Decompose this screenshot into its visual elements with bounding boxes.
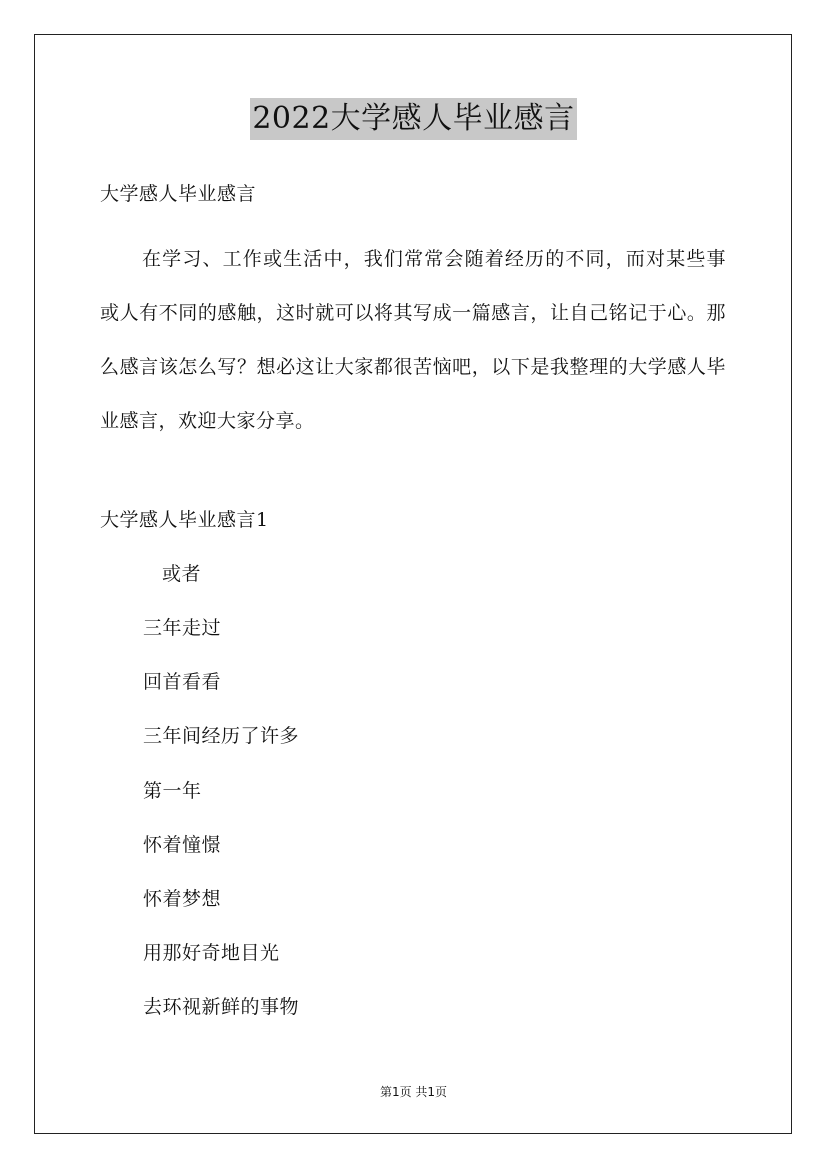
poem-line: 用那好奇地目光 <box>143 942 280 964</box>
poem-line: 怀着梦想 <box>143 888 222 910</box>
document-subtitle: 大学感人毕业感言 <box>100 183 257 205</box>
poem-line: 第一年 <box>143 780 202 802</box>
poem-line: 怀着憧憬 <box>143 834 222 856</box>
section-heading: 大学感人毕业感言1 <box>100 509 269 531</box>
poem-line: 或者 <box>162 563 202 585</box>
document-title: 2022大学感人毕业感言 <box>250 98 576 140</box>
poem-line: 三年走过 <box>143 617 222 639</box>
title-container <box>0 98 827 140</box>
poem-line: 回首看看 <box>143 671 222 693</box>
page-footer: 第1页 共1页 <box>379 1085 448 1099</box>
poem-line: 去环视新鲜的事物 <box>143 996 300 1018</box>
poem-line: 三年间经历了许多 <box>143 725 300 747</box>
intro-paragraph: 在学习、工作或生活中，我们常常会随着经历的不同，而对某些事或人有不同的感触，这时就可以将其写成一篇感言，让自己铭记于心。那么感言该怎么写？想必这让大家都很苦恼吧，以下是我整理的大学感人毕业感言，欢迎大家分享。 <box>100 248 726 432</box>
